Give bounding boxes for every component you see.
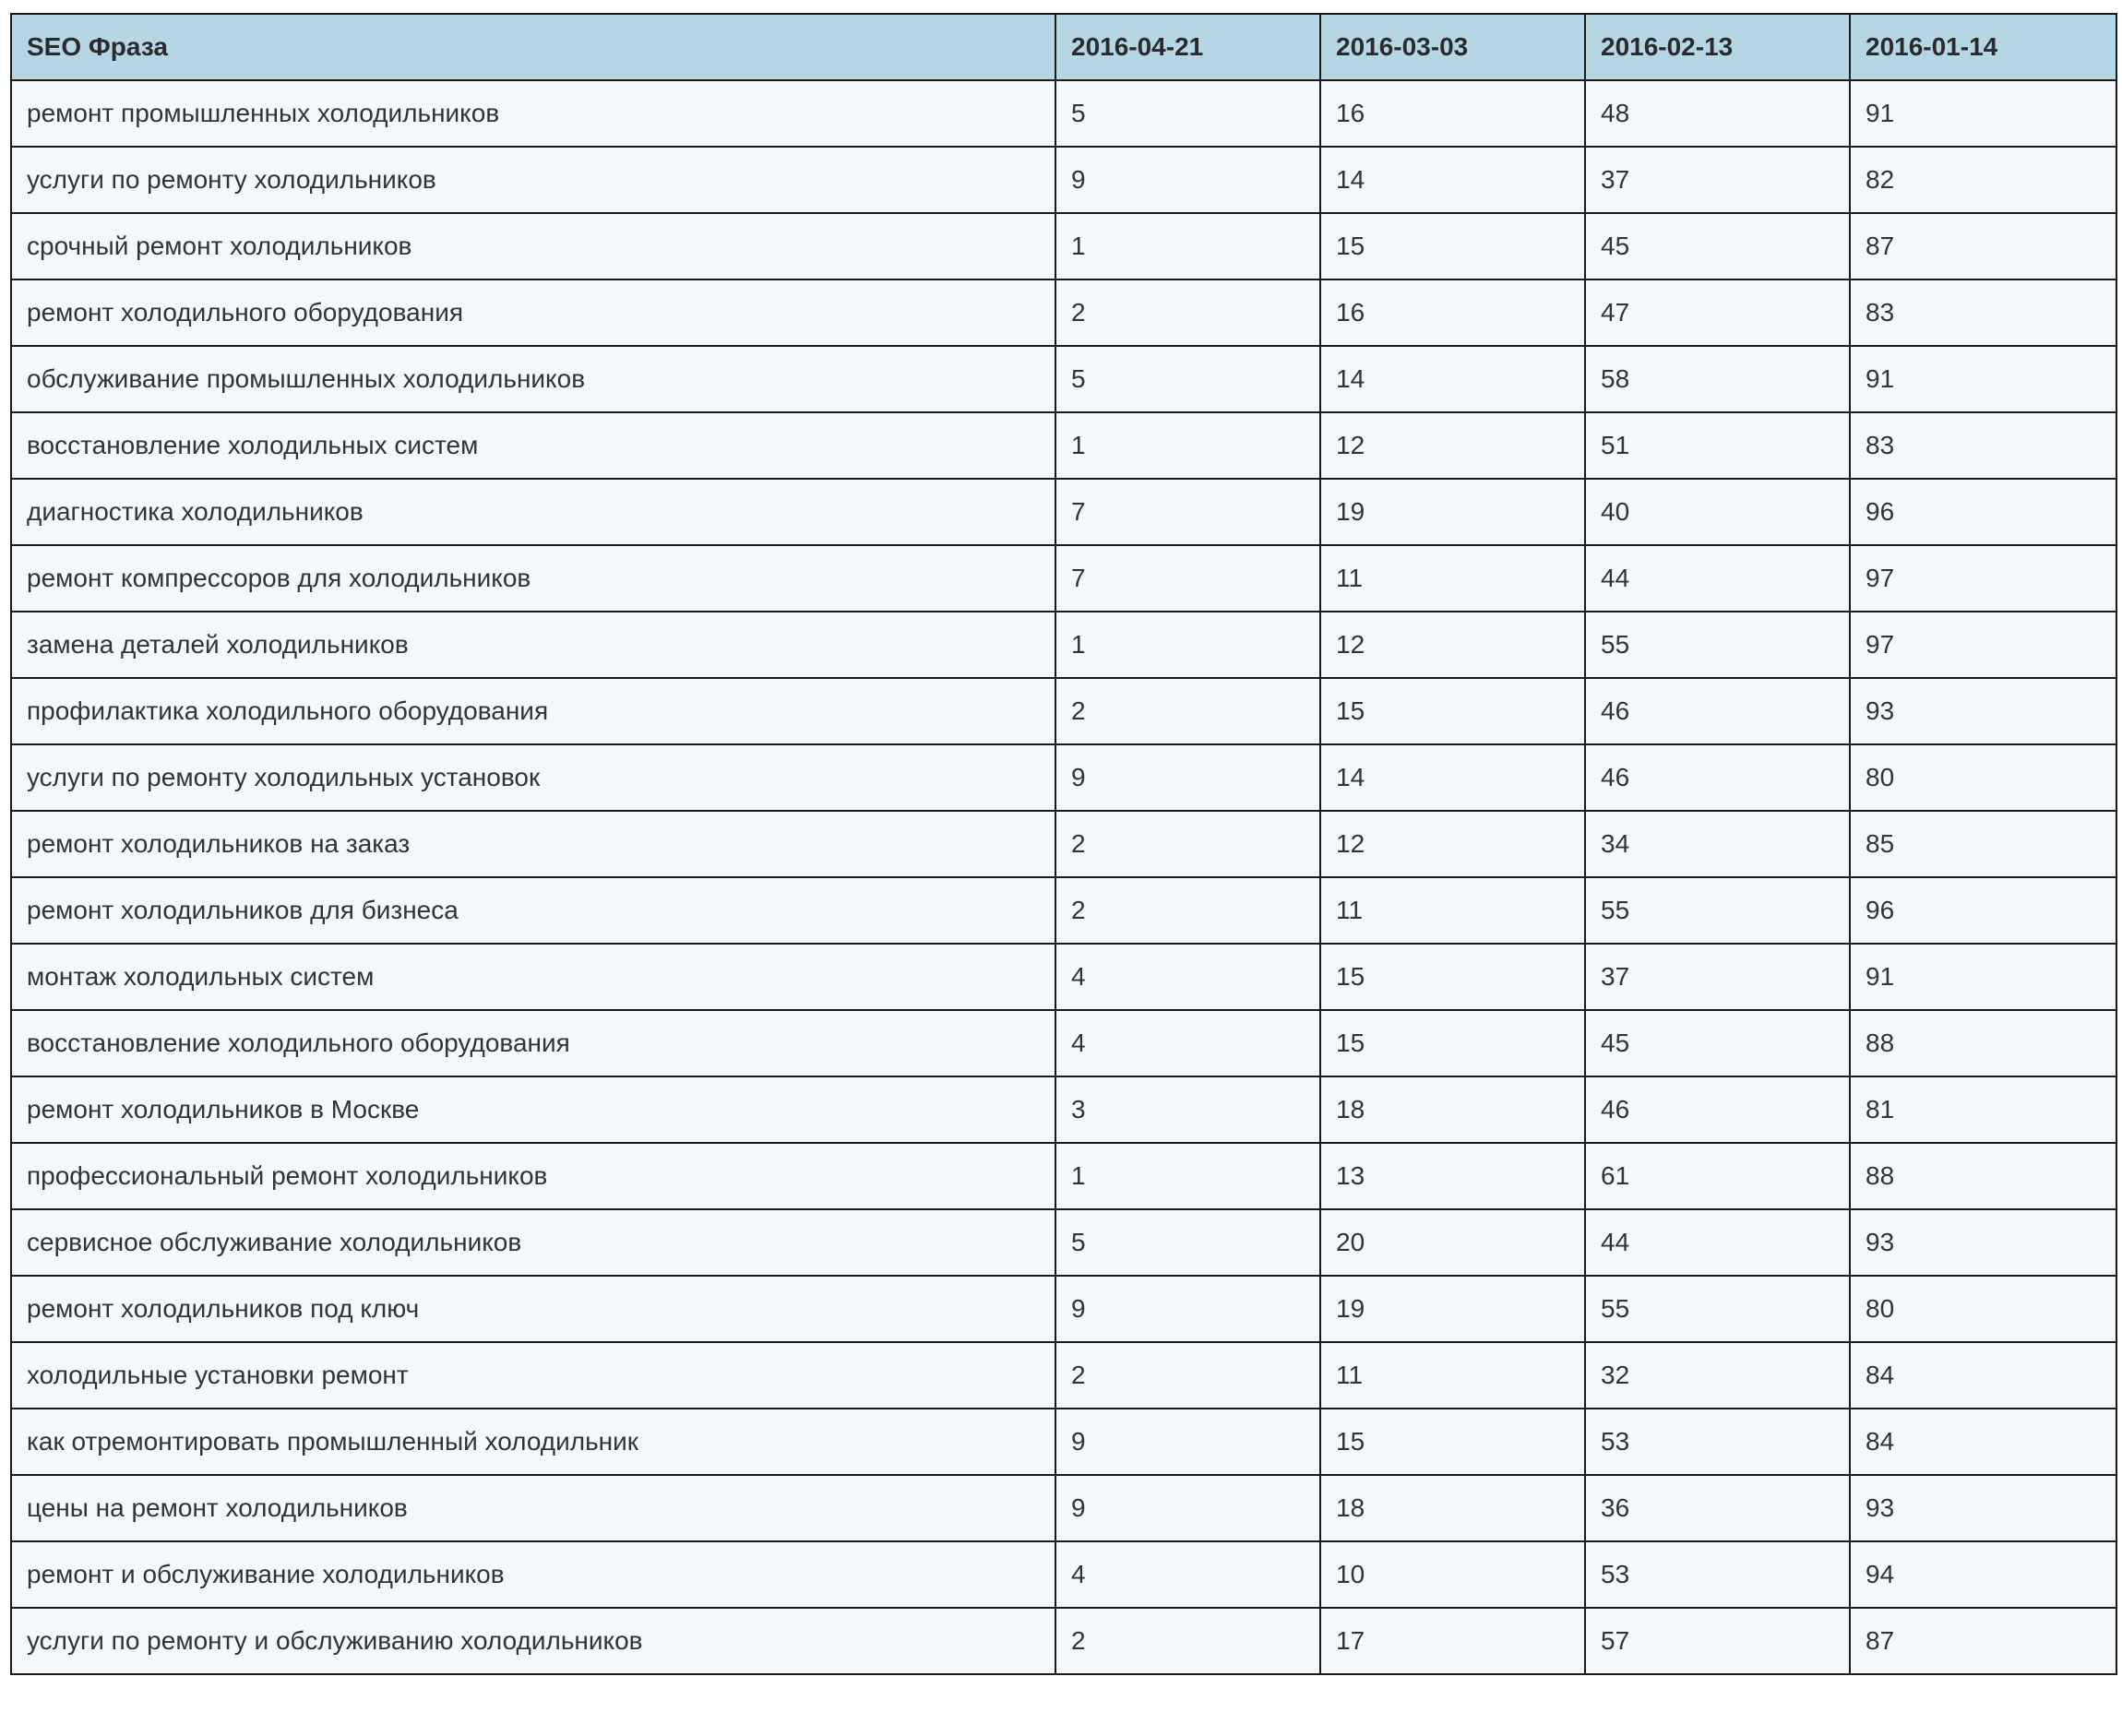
table-row xyxy=(11,1209,2116,1276)
position-cell: 12 xyxy=(1320,612,1585,678)
position-cell: 96 xyxy=(1850,877,2116,944)
table-row xyxy=(11,1276,2116,1342)
seo-phrase-cell: ремонт компрессоров для холодильников xyxy=(11,545,1055,612)
position-cell: 1 xyxy=(1055,412,1320,479)
position-cell: 11 xyxy=(1320,877,1585,944)
seo-phrase-cell: сервисное обслуживание холодильников xyxy=(11,1209,1055,1276)
position-cell: 19 xyxy=(1320,479,1585,545)
position-cell: 2 xyxy=(1055,678,1320,744)
position-cell: 83 xyxy=(1850,279,2116,346)
position-cell: 61 xyxy=(1585,1143,1850,1209)
position-cell: 44 xyxy=(1585,545,1850,612)
position-cell: 5 xyxy=(1055,80,1320,147)
seo-table-container xyxy=(10,13,2116,1675)
table-row xyxy=(11,1608,2116,1674)
position-cell: 53 xyxy=(1585,1409,1850,1475)
seo-phrase-cell: холодильные установки ремонт xyxy=(11,1342,1055,1409)
position-cell: 87 xyxy=(1850,1608,2116,1674)
position-cell: 44 xyxy=(1585,1209,1850,1276)
table-row xyxy=(11,612,2116,678)
table-row xyxy=(11,1409,2116,1475)
position-cell: 2 xyxy=(1055,1608,1320,1674)
seo-phrase-cell: как отремонтировать промышленный холодильник xyxy=(11,1409,1055,1475)
table-row xyxy=(11,944,2116,1010)
seo-phrase-cell: услуги по ремонту холодильников xyxy=(11,147,1055,213)
position-cell: 9 xyxy=(1055,744,1320,811)
position-cell: 81 xyxy=(1850,1076,2116,1143)
position-cell: 2 xyxy=(1055,811,1320,877)
position-cell: 97 xyxy=(1850,545,2116,612)
table-row xyxy=(11,1475,2116,1541)
position-cell: 93 xyxy=(1850,1209,2116,1276)
position-cell: 14 xyxy=(1320,147,1585,213)
position-cell: 93 xyxy=(1850,1475,2116,1541)
seo-phrase-cell: ремонт холодильников для бизнеса xyxy=(11,877,1055,944)
position-cell: 51 xyxy=(1585,412,1850,479)
table-row xyxy=(11,1143,2116,1209)
table-row xyxy=(11,1541,2116,1608)
table-header-row xyxy=(11,14,2116,80)
position-cell: 91 xyxy=(1850,80,2116,147)
table-row xyxy=(11,1076,2116,1143)
table-row xyxy=(11,744,2116,811)
column-header-date-4: 2016-01-14 xyxy=(1850,14,2116,80)
position-cell: 47 xyxy=(1585,279,1850,346)
position-cell: 2 xyxy=(1055,279,1320,346)
position-cell: 1 xyxy=(1055,1143,1320,1209)
position-cell: 80 xyxy=(1850,744,2116,811)
seo-phrase-cell: монтаж холодильных систем xyxy=(11,944,1055,1010)
position-cell: 88 xyxy=(1850,1010,2116,1076)
position-cell: 18 xyxy=(1320,1475,1585,1541)
position-cell: 3 xyxy=(1055,1076,1320,1143)
position-cell: 55 xyxy=(1585,612,1850,678)
table-row xyxy=(11,80,2116,147)
position-cell: 34 xyxy=(1585,811,1850,877)
position-cell: 84 xyxy=(1850,1409,2116,1475)
table-body xyxy=(11,80,2116,1674)
seo-phrase-cell: диагностика холодильников xyxy=(11,479,1055,545)
table-row xyxy=(11,147,2116,213)
position-cell: 83 xyxy=(1850,412,2116,479)
position-cell: 46 xyxy=(1585,744,1850,811)
seo-phrase-cell: замена деталей холодильников xyxy=(11,612,1055,678)
position-cell: 1 xyxy=(1055,612,1320,678)
position-cell: 14 xyxy=(1320,744,1585,811)
position-cell: 94 xyxy=(1850,1541,2116,1608)
position-cell: 9 xyxy=(1055,1409,1320,1475)
position-cell: 53 xyxy=(1585,1541,1850,1608)
seo-phrase-cell: ремонт холодильников на заказ xyxy=(11,811,1055,877)
table-row xyxy=(11,346,2116,412)
position-cell: 15 xyxy=(1320,1409,1585,1475)
seo-phrase-cell: ремонт холодильного оборудования xyxy=(11,279,1055,346)
position-cell: 15 xyxy=(1320,678,1585,744)
seo-phrase-cell: услуги по ремонту и обслуживанию холодильников xyxy=(11,1608,1055,1674)
seo-positions-table xyxy=(10,13,2117,1675)
position-cell: 58 xyxy=(1585,346,1850,412)
position-cell: 13 xyxy=(1320,1143,1585,1209)
position-cell: 16 xyxy=(1320,279,1585,346)
seo-phrase-cell: ремонт промышленных холодильников xyxy=(11,80,1055,147)
seo-phrase-cell: восстановление холодильных систем xyxy=(11,412,1055,479)
position-cell: 1 xyxy=(1055,213,1320,279)
position-cell: 80 xyxy=(1850,1276,2116,1342)
position-cell: 16 xyxy=(1320,80,1585,147)
position-cell: 32 xyxy=(1585,1342,1850,1409)
position-cell: 91 xyxy=(1850,346,2116,412)
table-row xyxy=(11,213,2116,279)
seo-phrase-cell: профилактика холодильного оборудования xyxy=(11,678,1055,744)
position-cell: 2 xyxy=(1055,877,1320,944)
position-cell: 7 xyxy=(1055,545,1320,612)
position-cell: 55 xyxy=(1585,877,1850,944)
seo-phrase-cell: обслуживание промышленных холодильников xyxy=(11,346,1055,412)
position-cell: 15 xyxy=(1320,944,1585,1010)
position-cell: 93 xyxy=(1850,678,2116,744)
seo-phrase-cell: срочный ремонт холодильников xyxy=(11,213,1055,279)
position-cell: 17 xyxy=(1320,1608,1585,1674)
position-cell: 45 xyxy=(1585,1010,1850,1076)
seo-phrase-cell: восстановление холодильного оборудования xyxy=(11,1010,1055,1076)
position-cell: 2 xyxy=(1055,1342,1320,1409)
position-cell: 4 xyxy=(1055,944,1320,1010)
table-row xyxy=(11,1010,2116,1076)
position-cell: 4 xyxy=(1055,1541,1320,1608)
position-cell: 12 xyxy=(1320,412,1585,479)
position-cell: 12 xyxy=(1320,811,1585,877)
position-cell: 91 xyxy=(1850,944,2116,1010)
position-cell: 48 xyxy=(1585,80,1850,147)
position-cell: 46 xyxy=(1585,678,1850,744)
position-cell: 37 xyxy=(1585,944,1850,1010)
seo-phrase-cell: ремонт холодильников под ключ xyxy=(11,1276,1055,1342)
column-header-date-1: 2016-04-21 xyxy=(1055,14,1320,80)
position-cell: 9 xyxy=(1055,1475,1320,1541)
position-cell: 9 xyxy=(1055,1276,1320,1342)
seo-phrase-cell: цены на ремонт холодильников xyxy=(11,1475,1055,1541)
position-cell: 97 xyxy=(1850,612,2116,678)
position-cell: 15 xyxy=(1320,1010,1585,1076)
table-row xyxy=(11,412,2116,479)
position-cell: 96 xyxy=(1850,479,2116,545)
position-cell: 5 xyxy=(1055,1209,1320,1276)
table-row xyxy=(11,678,2116,744)
position-cell: 82 xyxy=(1850,147,2116,213)
seo-phrase-cell: ремонт и обслуживание холодильников xyxy=(11,1541,1055,1608)
table-row xyxy=(11,1342,2116,1409)
position-cell: 87 xyxy=(1850,213,2116,279)
position-cell: 88 xyxy=(1850,1143,2116,1209)
table-row xyxy=(11,279,2116,346)
table-row xyxy=(11,545,2116,612)
seo-phrase-cell: профессиональный ремонт холодильников xyxy=(11,1143,1055,1209)
table-row xyxy=(11,479,2116,545)
column-header-date-3: 2016-02-13 xyxy=(1585,14,1850,80)
position-cell: 5 xyxy=(1055,346,1320,412)
position-cell: 57 xyxy=(1585,1608,1850,1674)
position-cell: 18 xyxy=(1320,1076,1585,1143)
position-cell: 14 xyxy=(1320,346,1585,412)
position-cell: 55 xyxy=(1585,1276,1850,1342)
position-cell: 37 xyxy=(1585,147,1850,213)
position-cell: 19 xyxy=(1320,1276,1585,1342)
seo-phrase-cell: услуги по ремонту холодильных установок xyxy=(11,744,1055,811)
column-header-seo-phrase: SEO Фраза xyxy=(11,14,1055,80)
seo-phrase-cell: ремонт холодильников в Москве xyxy=(11,1076,1055,1143)
position-cell: 11 xyxy=(1320,1342,1585,1409)
position-cell: 40 xyxy=(1585,479,1850,545)
position-cell: 4 xyxy=(1055,1010,1320,1076)
position-cell: 9 xyxy=(1055,147,1320,213)
position-cell: 20 xyxy=(1320,1209,1585,1276)
position-cell: 10 xyxy=(1320,1541,1585,1608)
position-cell: 36 xyxy=(1585,1475,1850,1541)
table-row xyxy=(11,877,2116,944)
position-cell: 45 xyxy=(1585,213,1850,279)
column-header-date-2: 2016-03-03 xyxy=(1320,14,1585,80)
table-row xyxy=(11,811,2116,877)
position-cell: 46 xyxy=(1585,1076,1850,1143)
position-cell: 84 xyxy=(1850,1342,2116,1409)
position-cell: 15 xyxy=(1320,213,1585,279)
position-cell: 7 xyxy=(1055,479,1320,545)
position-cell: 85 xyxy=(1850,811,2116,877)
position-cell: 11 xyxy=(1320,545,1585,612)
